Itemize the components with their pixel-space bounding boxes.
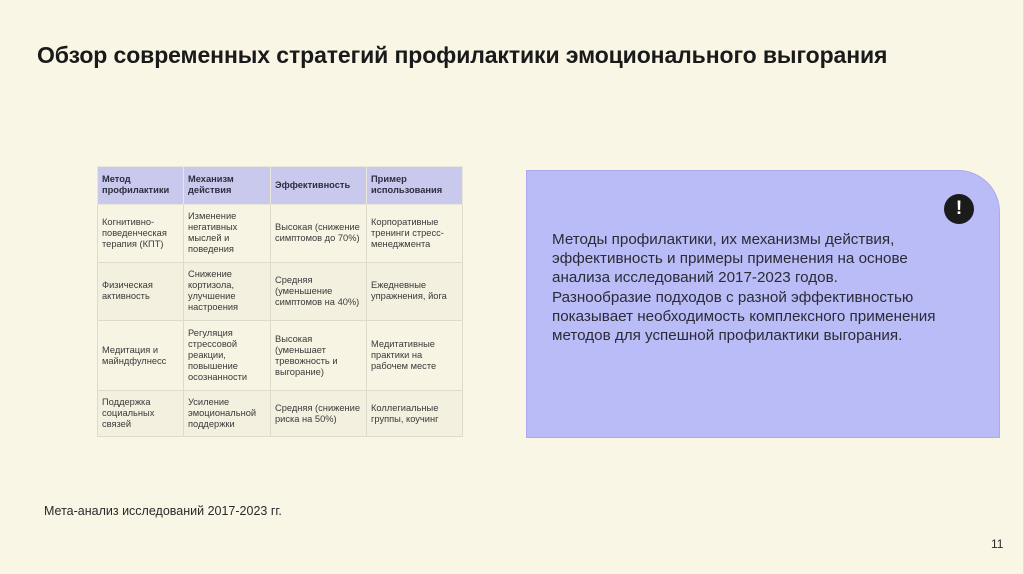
page-number: 11: [991, 537, 1004, 551]
column-header-mechanism: Механизм действия: [184, 167, 271, 205]
table-cell: Медитация и майндфулнесс: [98, 320, 184, 391]
table-header-row: [98, 167, 463, 205]
data-table: [97, 166, 463, 437]
table-cell: Регуляция стрессовой реакции, повышение осознанности: [184, 320, 271, 391]
table-cell: Средняя (снижение риска на 50%): [271, 391, 367, 437]
table-cell: Изменение негативных мыслей и поведения: [184, 204, 271, 262]
table-cell: Корпоративные тренинги стресс-менеджмента: [367, 204, 463, 262]
table-row: [98, 262, 463, 320]
table-row: [98, 391, 463, 437]
column-header-example: Пример использования: [367, 167, 463, 205]
column-header-method: Метод профилактики: [98, 167, 184, 205]
table-cell: Высокая (снижение симптомов до 70%): [271, 204, 367, 262]
strategies-table: [97, 166, 462, 437]
info-paragraph: Методы профилактики, их механизмы действия, эффективность и примеры применения на основе анализа исследований 2017-2023 годов.: [552, 231, 908, 287]
table-cell: Снижение кортизола, улучшение настроения: [184, 262, 271, 320]
table-cell: Поддержка социальных связей: [98, 391, 184, 437]
table-cell: Коллегиальные группы, коучинг: [367, 391, 463, 437]
slide-title: Обзор современных стратегий профилактики эмоционального выгорания: [37, 42, 888, 68]
table-row: [98, 204, 463, 262]
table-cell: Медитативные практики на рабочем месте: [367, 320, 463, 391]
table-cell: Средняя (уменьшение симптомов на 40%): [271, 262, 367, 320]
table-cell: Ежедневные упражнения, йога: [367, 262, 463, 320]
column-header-effectiveness: Эффективность: [271, 167, 367, 205]
info-text: [552, 230, 942, 345]
table-cell: Физическая активность: [98, 262, 184, 320]
table-cell: Высокая (уменьшает тревожность и выгорание): [271, 320, 367, 391]
info-paragraph: Разнообразие подходов с разной эффективностью показывает необходимость комплексного применения методов для успешной профилактики выгорания.: [552, 288, 936, 345]
table-cell: Когнитивно-поведенческая терапия (КПТ): [98, 204, 184, 262]
table-row: [98, 320, 463, 391]
table-cell: Усиление эмоциональной поддержки: [184, 391, 271, 437]
footnote: Мета-анализ исследований 2017-2023 гг.: [44, 504, 282, 518]
exclamation-icon: !: [944, 194, 974, 224]
